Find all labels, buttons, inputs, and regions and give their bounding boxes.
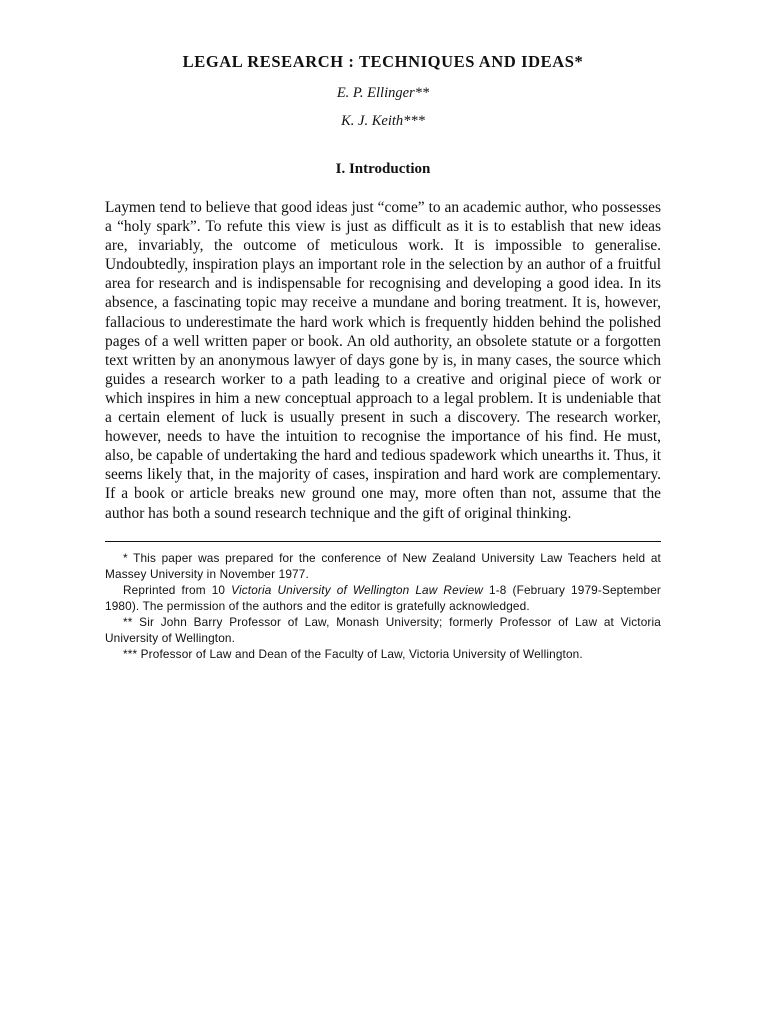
footnote-triple-star: *** Professor of Law and Dean of the Faculty of Law, Victoria University of Wellington. (123, 646, 583, 661)
paper-title: LEGAL RESEARCH : TECHNIQUES AND IDEAS* (182, 52, 584, 71)
author-keith: K. J. Keith*** (341, 113, 425, 129)
footnote-double-star: ** Sir John Barry Professor of Law, Monash University; formerly Professor of Law at Victoria University of Wellington. (105, 614, 661, 645)
footnote-separator (105, 541, 661, 542)
footnote-reprint (105, 582, 661, 614)
paper-page (105, 52, 661, 662)
author-ellinger: E. P. Ellinger** (336, 85, 430, 101)
reprint-prefix: Reprinted from 10 (123, 582, 232, 597)
reprint-journal: Victoria University of Wellington Law Review (231, 582, 483, 597)
section-heading-introduction: I. Introduction (335, 161, 431, 177)
footnote-star: * This paper was prepared for the conference of New Zealand University Law Teachers held at Massey University in November 1977. (105, 550, 661, 581)
introduction-paragraph: Laymen tend to believe that good ideas just “come” to an academic author, who possesses a “holy spark”. To refute this view is just as difficult as it is to establish that new ideas are, invariably, the outcome of meticulous work. It is impossible to generalise. Undoubtedly, inspiration plays an important role in the selection by an author of a fruitful area for research and is indispensable for recognising and developing a good idea. In its absence, a fascinating topic may receive a mundane and boring treatment. It is, however, fallacious to underestimate the hard work which is frequently hidden behind the polished pages of a well written paper or book. An old authority, an obsolete statute or a forgotten text written by an anonymous lawyer of days gone by is, in many cases, the source which guides a research worker to a path leading to a creative and original piece of work or which inspires in him a new conceptual approach to a legal problem. It is undeniable that a certain element of luck is usually present in such a discovery. The research worker, however, needs to have the intuition to recognise the importance of his find. He must, also, be capable of undertaking the hard and tedious spadework which unearths it. Thus, it seems likely that, in the majority of cases, inspiration and hard work are complementary. If a book or article breaks new ground one may, more often than not, assume that the author has both a sound research technique and the gift of original thinking. (105, 199, 661, 522)
footnotes (105, 550, 661, 662)
reprint-suffix: 1-8 (February 1979-September 1980). The permission of the authors and the editor is gratefully acknowledged. (105, 582, 661, 613)
